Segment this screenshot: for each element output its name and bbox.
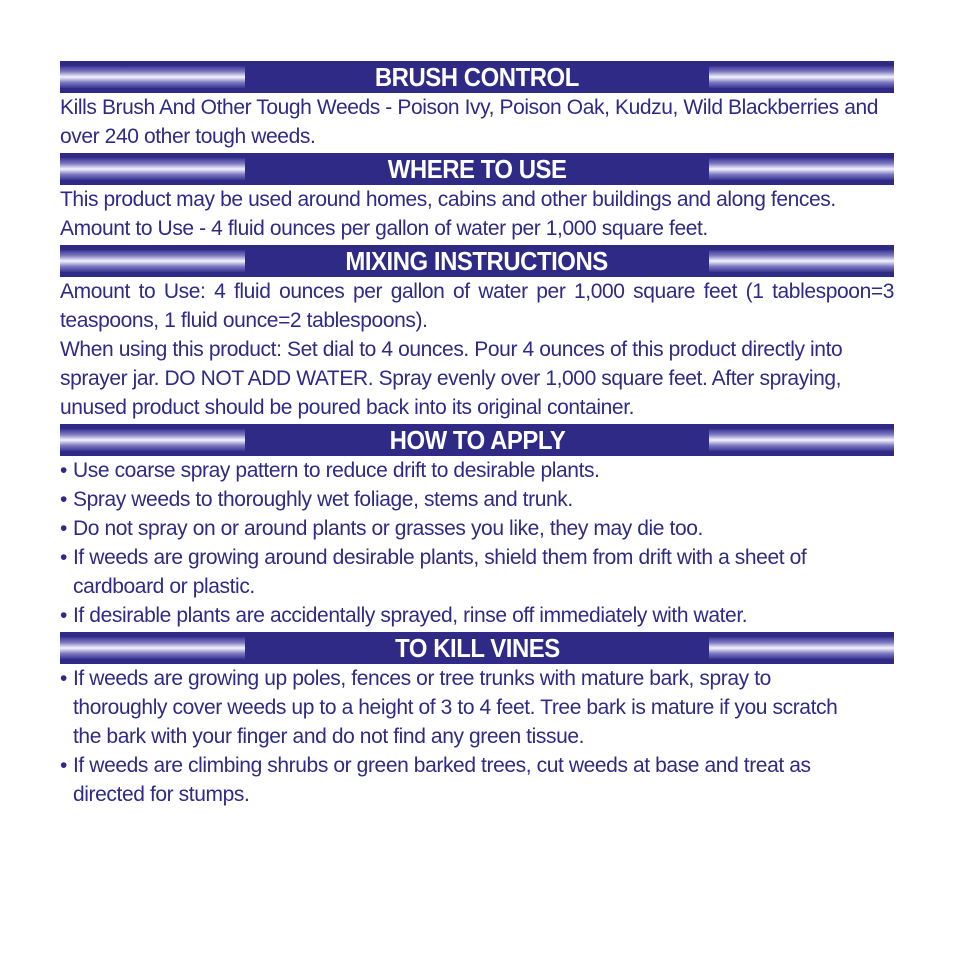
- section-header-brush-control: [60, 61, 894, 93]
- to-kill-vines-list: [60, 664, 860, 809]
- mixing-amount-text: Amount to Use: 4 fluid ounces per gallon of water per 1,000 square feet (1 tablespoon=3 teaspoons, 1 fluid ounce=2 tablespoons).: [60, 280, 894, 332]
- how-to-apply-list: [60, 456, 894, 630]
- where-to-use-text: This product may be used around homes, cabins and other buildings and along fences. Amount to Use - 4 fluid ounces per gallon of water per 1,000 square feet.: [60, 188, 836, 240]
- list-item: • If weeds are climbing shrubs or green barked trees, cut weeds at base and treat as directed for stumps.: [60, 751, 860, 809]
- section-header-where-to-use: [60, 153, 894, 185]
- section-title: TO KILL VINES: [394, 632, 560, 663]
- list-item: • Do not spray on or around plants or grasses you like, they may die too.: [60, 514, 894, 543]
- section-title: BRUSH CONTROL: [375, 61, 579, 92]
- list-item: • Spray weeds to thoroughly wet foliage, stems and trunk.: [60, 485, 894, 514]
- label-document: [60, 61, 894, 809]
- section-header-mixing-instructions: [60, 245, 894, 277]
- list-item: • If weeds are growing around desirable plants, shield them from drift with a sheet of cardboard or plastic.: [60, 543, 894, 601]
- list-item: • Use coarse spray pattern to reduce drift to desirable plants.: [60, 456, 894, 485]
- section-title: HOW TO APPLY: [389, 424, 565, 455]
- section-header-how-to-apply: [60, 424, 894, 456]
- list-item: • If weeds are growing up poles, fences or tree trunks with mature bark, spray to thoroughly cover weeds up to a height of 3 to 4 feet. Tree bark is mature if you scratch the bark with your finger and do not find any green tissue.: [60, 664, 860, 751]
- brush-control-text: Kills Brush And Other Tough Weeds - Poison Ivy, Poison Oak, Kudzu, Wild Blackberries and over 240 other tough weeds.: [60, 96, 879, 148]
- mixing-usage-text: When using this product: Set dial to 4 ounces. Pour 4 ounces of this product directly into sprayer jar. DO NOT ADD WATER. Spray evenly over 1,000 square feet. After spraying, unused product should be poured back into its original container.: [60, 338, 843, 419]
- section-header-to-kill-vines: [60, 632, 894, 664]
- list-item: • If desirable plants are accidentally sprayed, rinse off immediately with water.: [60, 601, 894, 630]
- section-title: WHERE TO USE: [387, 153, 567, 184]
- section-title: MIXING INSTRUCTIONS: [345, 245, 609, 276]
